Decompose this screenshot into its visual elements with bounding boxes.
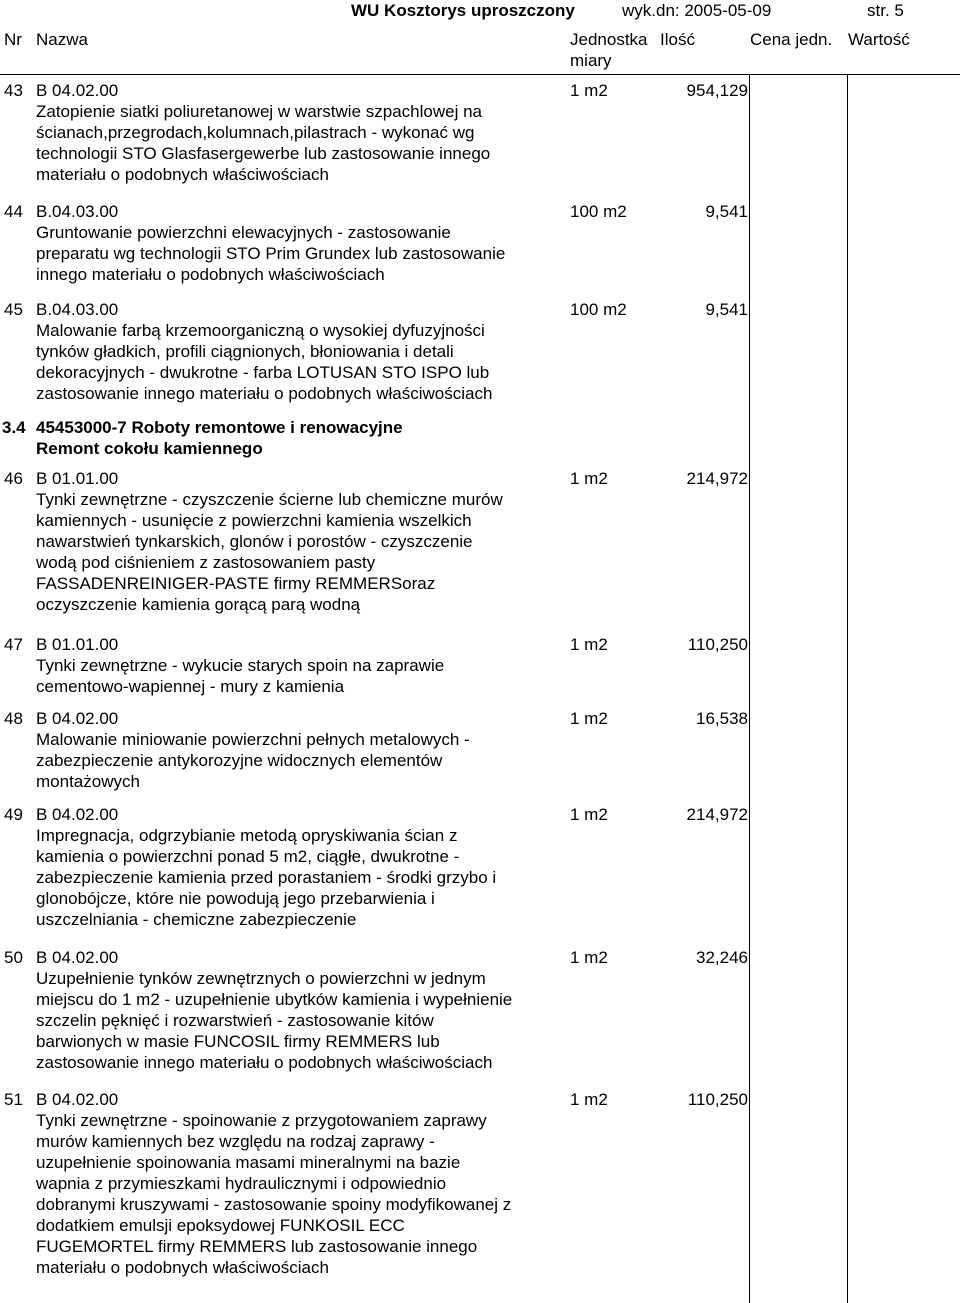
item-code: B 04.02.00 <box>36 709 119 728</box>
item-unit: 1 m2 <box>570 469 608 488</box>
item-number: 47 <box>4 635 23 654</box>
section-title: 45453000-7 Roboty remontowe i renowacyjne <box>36 418 403 437</box>
item-code: B.04.03.00 <box>36 300 119 319</box>
item-unit: 1 m2 <box>570 81 608 100</box>
column-divider-price <box>749 75 750 1303</box>
item-number: 51 <box>4 1090 23 1109</box>
item-description: Malowanie miniowanie powierzchni pełnych metalowych - zabezpieczenie antykorozyjne widocznych elementów montażowych <box>36 730 470 791</box>
item-unit: 1 m2 <box>570 635 608 654</box>
section-subtitle: Remont cokołu kamiennego <box>36 439 263 458</box>
document-date: wyk.dn: 2005-05-09 <box>622 1 772 20</box>
column-header-unit-price: Cena jedn. <box>750 30 833 49</box>
item-description: Malowanie farbą krzemoorganiczną o wysokiej dyfuzyjności tynków gładkich, profili ciągnionych, błoniowania i detali dekoracyjnych - dwukrotne - farba LOTUSAN STO ISPO lub zastosowanie innego materiału o podobnych właściwościach <box>36 321 493 403</box>
item-number: 46 <box>4 469 23 488</box>
item-code: B.04.03.00 <box>36 202 119 221</box>
item-description: Tynki zewnętrzne - czyszczenie ścierne lub chemiczne murów kamiennych - usunięcie z powierzchni kamienia wszelkich nawarstwień tynkarskich, glonów i porostów - czyszczenie wodą pod ciśnieniem z zastosowaniem pasty FASSADENREINIGER-PASTE firmy REMMERSoraz oczyszczenie kamienia gorącą parą wodną <box>36 490 503 614</box>
item-number: 49 <box>4 805 23 824</box>
item-number: 44 <box>4 202 23 221</box>
item-quantity: 9,541 <box>705 300 748 319</box>
item-quantity: 214,972 <box>686 805 748 824</box>
item-description: Zatopienie siatki poliuretanowej w warstwie szpachlowej na ścianach,przegrodach,kolumnach,pilastrach - wykonać wg technologii STO Glasfasergewerbe lub zastosowanie innego materiału o podobnych właściwościach <box>36 102 491 184</box>
item-code: B 04.02.00 <box>36 948 119 967</box>
item-description: Gruntowanie powierzchni elewacyjnych - zastosowanie preparatu wg technologii STO Prim Grundex lub zastosowanie innego materiału o podobnych właściwościach <box>36 223 506 284</box>
item-code: B 04.02.00 <box>36 1090 119 1109</box>
column-header-name: Nazwa <box>36 30 88 49</box>
item-quantity: 110,250 <box>687 1090 748 1109</box>
item-code: B 01.01.00 <box>36 635 119 654</box>
item-quantity: 214,972 <box>686 469 748 488</box>
item-description: Uzupełnienie tynków zewnętrznych o powierzchni w jednym miejscu do 1 m2 - uzupełnienie ubytków kamienia i wypełnienie szczelin pęknięć i rozwarstwień - zastosowanie kitów barwionych w masie FUNCOSIL firmy REMMERS lub zastosowanie innego materiału o podobnych właściwościach <box>36 969 513 1072</box>
column-header-unit: Jednostka <box>570 30 648 49</box>
item-quantity: 954,129 <box>686 81 748 100</box>
column-header-value: Wartość <box>848 30 910 49</box>
item-description: Tynki zewnętrzne - spoinowanie z przygotowaniem zaprawy murów kamiennych bez względu na rodzaj zaprawy - uzupełnienie spoinowania masami mineralnymi na bazie wapnia z przymieszkami hydraulicznymi i odpowiednio dobranymi kruszywami - zastosowanie spoiny modyfikowanej z dodatkiem emulsji epoksydowej FUNKOSIL ECC FUGEMORTEL firmy REMMERS lub zastosowanie innego materiału o podobnych właściwościach <box>36 1111 512 1277</box>
item-unit: 100 m2 <box>570 202 627 221</box>
item-code: B 04.02.00 <box>36 81 119 100</box>
page-header <box>0 0 960 28</box>
item-quantity: 16,538 <box>696 709 748 728</box>
item-quantity: 9,541 <box>705 202 748 221</box>
item-code: B 04.02.00 <box>36 805 119 824</box>
item-number: 48 <box>4 709 23 728</box>
column-header-nr: Nr <box>4 30 22 49</box>
item-number: 50 <box>4 948 23 967</box>
item-description: Impregnacja, odgrzybianie metodą opryskiwania ścian z kamienia o powierzchni ponad 5 m2, ciągłe, dwukrotne - zabezpieczenie kamienia przed porastaniem - środki grzybo i glonobójcze, które nie powodują jego przebarwienia i uszczelniania - chemiczne zabezpieczenie <box>36 826 497 929</box>
column-header-row <box>0 29 960 75</box>
item-number: 45 <box>4 300 23 319</box>
column-divider-value <box>847 75 848 1303</box>
item-description: Tynki zewnętrzne - wykucie starych spoin na zaprawie cementowo-wapiennej - mury z kamienia <box>36 656 445 696</box>
header-rule <box>0 74 960 75</box>
column-header-quantity: Ilość <box>660 30 695 49</box>
item-quantity: 110,250 <box>687 635 748 654</box>
item-number: 43 <box>4 81 23 100</box>
item-unit: 1 m2 <box>570 1090 608 1109</box>
column-header-unit-line2: miary <box>570 51 612 70</box>
item-quantity: 32,246 <box>696 948 748 967</box>
item-unit: 1 m2 <box>570 805 608 824</box>
section-number: 3.4 <box>2 418 26 437</box>
item-unit: 100 m2 <box>570 300 627 319</box>
page-number: str. 5 <box>867 1 904 20</box>
item-unit: 1 m2 <box>570 948 608 967</box>
item-unit: 1 m2 <box>570 709 608 728</box>
app-title: WU Kosztorys uproszczony <box>351 1 575 20</box>
item-code: B 01.01.00 <box>36 469 119 488</box>
